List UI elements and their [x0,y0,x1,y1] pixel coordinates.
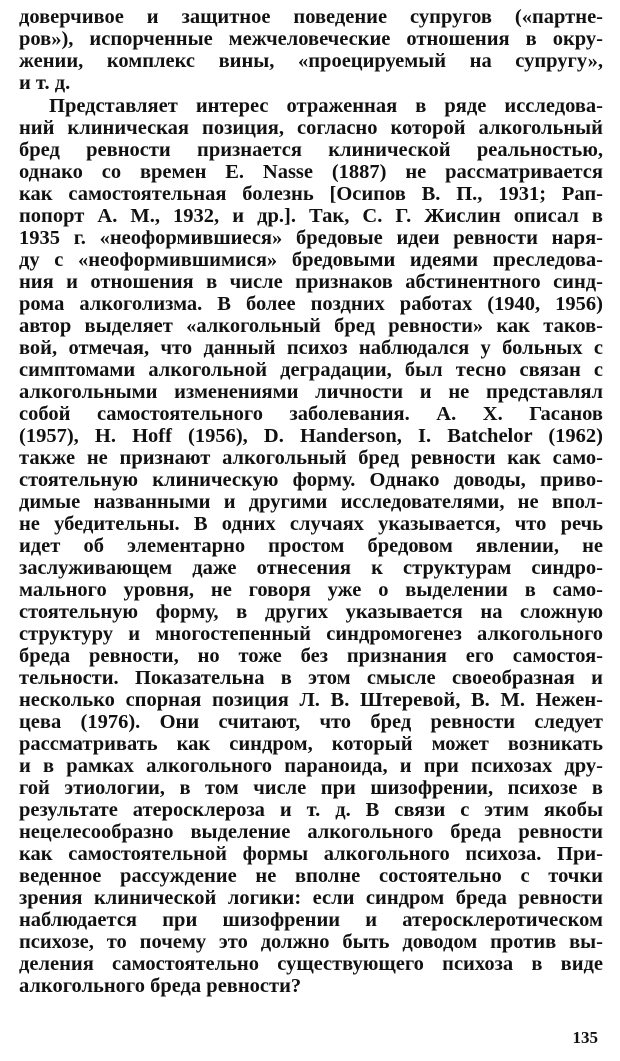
text-line: как самостоятельная болезнь [Осипов В. П., 1931; Рап- [19,183,603,205]
text-line: результате атеросклероза и т. д. В связи с этим якобы [19,799,603,821]
text-line: алкогольными изменениями личности и не представлял [19,381,603,403]
text-line: попорт А. М., 1932, и др.]. Так, С. Г. Жислин описал в [19,205,603,227]
text-line: Представляет интерес отраженная в ряде исследова- [49,95,603,117]
text-line: вой, отмечая, что данный психоз наблюдался у больных с [19,337,603,359]
text-line: тельности. Показательна в этом смысле своеобразная и [19,667,603,689]
text-line: (1957), H. Hoff (1956), D. Handerson, I. Batchelor (1962) [19,425,603,447]
text-line: ния и отношения в числе признаков абстинентного синд- [19,271,603,293]
text-line: бреда ревности, но тоже без признания его самостоя- [19,645,603,667]
text-line: ду с «неоформившимися» бредовыми идеями преследова- [19,249,603,271]
text-line: однако со времен E. Nasse (1887) не рассматривается [19,161,603,183]
text-line: несколько спорная позиция Л. В. Штеревой, В. М. Нежен- [19,689,603,711]
text-line: собой самостоятельного заболевания. А. Х. Гасанов [19,403,603,425]
text-line: структуру и многостепенный синдромогенез алкогольного [19,623,603,645]
text-line: стоятельную форму, в других указывается на сложную [19,601,603,623]
text-line: наблюдается при шизофрении и атеросклеротическом [19,909,603,931]
text-line: ров»), испорченные межчеловеческие отношения в окру- [19,28,603,50]
text-line: симптомами алкогольной деградации, был тесно связан с [19,359,603,381]
text-line: зрения клинической логики: если синдром бреда ревности [19,887,603,909]
text-line: цева (1976). Они считают, что бред ревности следует [19,711,603,733]
text-line: деления самостоятельно существующего психоза в виде [19,953,603,975]
text-line: рома алкоголизма. В более поздних работах (1940, 1956) [19,293,603,315]
text-line: ний клиническая позиция, согласно которой алкогольный [19,117,603,139]
text-line: и т. д. [19,72,71,94]
text-line: 1935 г. «неоформившиеся» бредовые идеи ревности наря- [19,227,603,249]
text-line: жении, комплекс вины, «проецируемый на супругу», [19,50,603,72]
text-line: как самостоятельной формы алкогольного психоза. При- [19,843,603,865]
text-line: нецелесообразно выделение алкогольного бреда ревности [19,821,603,843]
text-line: рассматривать как синдром, который может возникать [19,733,603,755]
text-line: мального уровня, не говоря уже о выделении в само- [19,579,603,601]
text-line: идет об элементарно простом бредовом явлении, не [19,535,603,557]
paragraph-1 [19,6,603,94]
text-line: автор выделяет «алкогольный бред ревности» как таков- [19,315,603,337]
text-line: и в рамках алкогольного параноида, и при психозах дру- [19,755,603,777]
text-line: также не признают алкогольный бред ревности как само- [19,447,603,469]
text-line: не убедительны. В одних случаях указывается, что речь [19,513,603,535]
paragraph-2 [19,95,603,997]
text-line: психозе, то почему это должно быть доводом против вы- [19,931,603,953]
text-line: доверчивое и защитное поведение супругов («партне- [19,6,603,28]
text-line: димые названными и другими исследователями, не впол- [19,491,603,513]
text-line: веденное рассуждение не вполне состоятельно с точки [19,865,603,887]
text-line: стоятельную клиническую форму. Однако доводы, приво- [19,469,603,491]
text-line: бред ревности признается клинической реальностью, [19,139,603,161]
text-line: гой этиологии, в том числе при шизофрении, психозе в [19,777,603,799]
text-line: заслуживающем даже отнесения к структурам синдро- [19,557,603,579]
text-line: алкогольного бреда ревности? [19,975,302,997]
page-number: 135 [572,1028,598,1047]
